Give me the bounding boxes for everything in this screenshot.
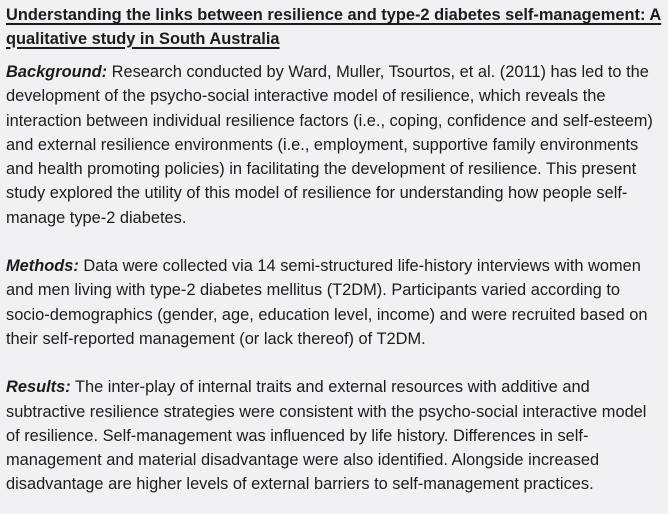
- background-text: Research conducted by Ward, Muller, Tsourtos, et al. (2011) has led to the development of the psycho-social interactive model of resilience, which reveals the interaction between individual resilience factors (i.e., coping, confidence and self-esteem) and external resilience environments (i.e., employment, supportive family environments and health promoting policies) in facilitating the development of resilience. This present study explored the utility of this model of resilience for understanding how people self-manage type-2 diabetes.: [6, 63, 653, 227]
- results-text: The inter-play of internal traits and external resources with additive and subtractive resilience strategies were consistent with the psycho-social interactive model of resilience. Self-management was influenced by life history. Differences in self-management and material disadvantage were also identified. Alongside increased disadvantage are higher levels of external barriers to self-management practices.: [6, 378, 647, 494]
- article-title: Understanding the links between resilience and type-2 diabetes self-management: A qualitative study in South Australia: [6, 6, 662, 48]
- results-paragraph: [6, 375, 662, 496]
- background-paragraph: [6, 60, 662, 230]
- methods-text: Data were collected via 14 semi-structured life-history interviews with women and men living with type-2 diabetes mellitus (T2DM). Participants varied according to socio-demographics (gender, age, education level, income) and were recruited based on their self-reported management (or lack thereof) of T2DM.: [6, 257, 648, 348]
- results-label: Results:: [6, 378, 71, 397]
- methods-paragraph: [6, 254, 662, 351]
- methods-label: Methods:: [6, 257, 79, 276]
- background-label: Background:: [6, 63, 108, 81]
